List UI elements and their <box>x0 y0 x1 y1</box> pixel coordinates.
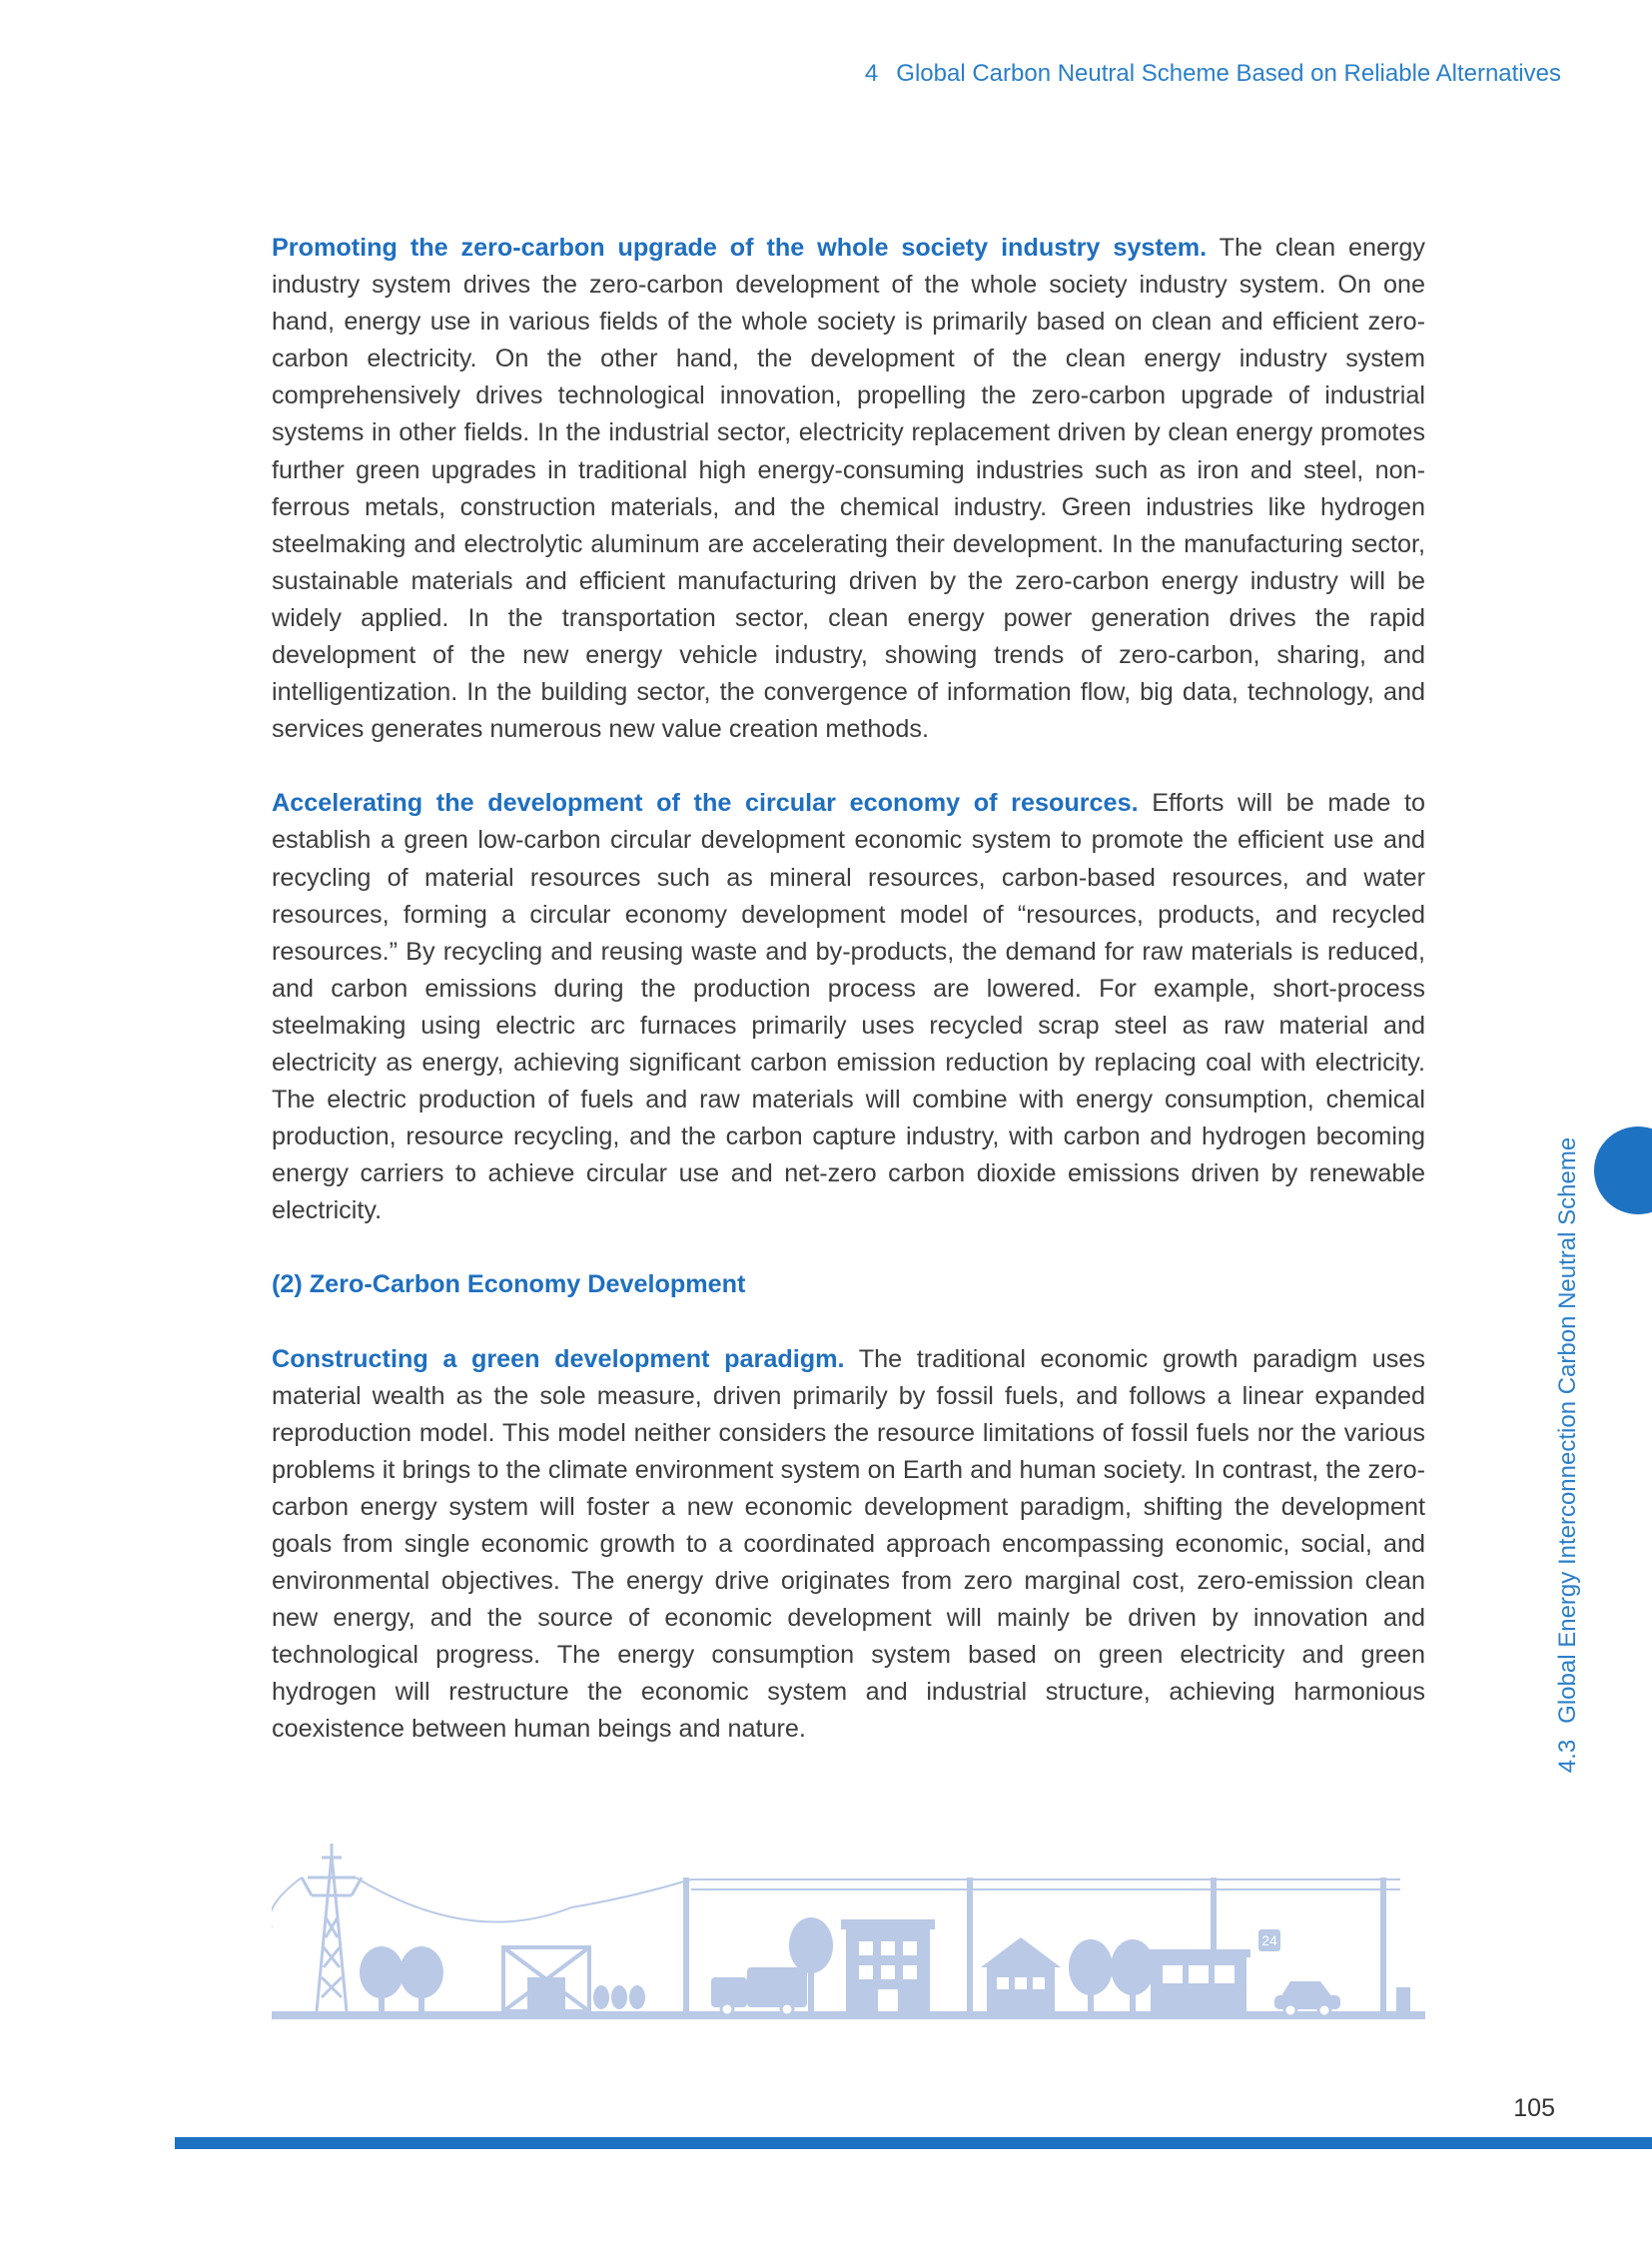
utility-pole-icon <box>1380 1877 1386 2011</box>
paragraph-body: Efforts will be made to establish a green low-carbon circular development economic system to promote the efficient use and recycling of material resources such as mineral resources, carbon-based resources, and water resources, forming a circular economy development model of “resources, products, and recycled resources.” By recycling and reusing waste and by-products, the demand for raw materials is reduced, and carbon emissions during the production process are lowered. For example, short-process steelmaking using electric arc furnaces primarily uses recycled scrap steel as raw material and electricity as energy, achieving significant carbon emission reduction by replacing coal with electricity. The electric production of fuels and raw materials will combine with energy consumption, chemical production, resource recycling, and the carbon capture industry, with carbon and hydrogen becoming energy carriers to achieve circular use and net-zero carbon dioxide emissions driven by renewable electricity. <box>272 789 1425 1225</box>
car-icon <box>1274 1981 1340 2016</box>
truck-icon <box>711 1967 807 2015</box>
side-section-number: 4.3 <box>1554 1739 1581 1774</box>
page-number: 105 <box>1513 2094 1555 2122</box>
paragraph-industry-system <box>272 230 1425 748</box>
paragraph-body: The clean energy industry system drives the zero-carbon development of the whole society industry system. On one hand, energy use in various fields of the whole society is primarily based on clean and efficient zero-carbon electricity. On the other hand, the development of the clean energy industry system comprehensively drives technological innovation, propelling the zero-carbon upgrade of industrial systems in other fields. In the industrial sector, electricity replacement driven by clean energy promotes further green upgrades in traditional high energy-consuming industries such as iron and steel, non-ferrous metals, construction materials, and the chemical industry. Green industries like hydrogen steelmaking and electrolytic aluminum are accelerating their development. In the manufacturing sector, sustainable materials and efficient manufacturing driven by the zero-carbon energy industry will be widely applied. In the transportation sector, clean energy power generation drives the rapid development of the new energy vehicle industry, showing trends of zero-carbon, sharing, and intelligentization. In the building sector, the convergence of information flow, big data, technology, and services generates numerous new value creation methods. <box>272 234 1425 744</box>
shrub-icon <box>593 1985 645 2009</box>
chapter-title: Global Carbon Neutral Scheme Based on Reliable Alternatives <box>896 60 1561 87</box>
apartment-building-icon <box>841 1919 935 2011</box>
meter-box-icon <box>1396 1987 1410 2011</box>
running-header <box>865 60 1561 88</box>
paragraph-green-paradigm <box>272 1341 1425 1749</box>
ground-line <box>272 2011 1425 2019</box>
transmission-tower-icon <box>302 1844 362 2011</box>
power-lines <box>272 1877 1400 1927</box>
paragraph-circular-economy <box>272 785 1425 1229</box>
side-section-title: Global Energy Interconnection Carbon Neutral Scheme <box>1554 1136 1581 1724</box>
tree-icon <box>360 1946 443 2011</box>
paragraph-lead: Constructing a green development paradigm. <box>272 1344 845 1373</box>
footer-rule <box>175 2137 1652 2149</box>
chapter-number: 4 <box>864 60 879 87</box>
chapter-tab-marker <box>1594 1126 1652 1214</box>
transformer-icon <box>527 1977 565 2011</box>
charging-station-icon <box>1147 1949 1250 2011</box>
utility-pole-icon <box>683 1877 689 2011</box>
store-sign-text: 24 <box>1261 1932 1277 1948</box>
paragraph-lead: Promoting the zero-carbon upgrade of the whole society industry system. <box>272 234 1208 262</box>
tree-icon <box>1069 1939 1155 2011</box>
main-content <box>272 230 1425 1786</box>
house-icon <box>981 1937 1061 2011</box>
city-energy-illustration <box>272 1838 1425 2027</box>
paragraph-lead: Accelerating the development of the circular economy of resources. <box>272 789 1139 818</box>
utility-pole-icon <box>967 1877 973 2011</box>
section-subheading: (2) Zero-Carbon Economy Development <box>272 1270 746 1299</box>
paragraph-body: The traditional economic growth paradigm uses material wealth as the sole measure, driven primarily by fossil fuels, and follows a linear expanded reproduction model. This model neither considers the resource limitations of fossil fuels nor the various problems it brings to the climate environment system on Earth and human society. In contrast, the zero-carbon energy system will foster a new economic development paradigm, shifting the development goals from single economic growth to a coordinated approach encompassing economic, social, and environmental objectives. The energy drive originates from zero marginal cost, zero-emission clean new energy, and the source of economic development will mainly be driven by innovation and technological progress. The energy consumption system based on green electricity and green hydrogen will restructure the economic system and industrial structure, achieving harmonious coexistence between human beings and nature. <box>272 1344 1425 1744</box>
side-section-caption <box>1550 1130 1586 1780</box>
